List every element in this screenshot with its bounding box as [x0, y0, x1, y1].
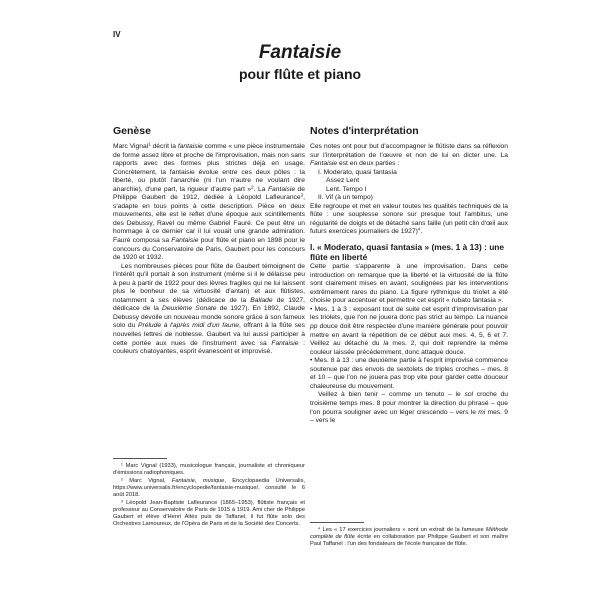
- footnote-3: ³ Léopold Jean-Baptiste Lafleurance (1865–1953), flûtiste français et professeur au Conservatoire de Paris de 1915 à 1919. Ami cher de Philippe Gaubert et élève d'Henri Altès puis de Taffanel, il fut flûte solo des Orchestres Lamoureux, de l'Opéra de Paris et de la Société des Concerts.: [113, 500, 305, 527]
- part-1: I. Moderato, quasi fantasia: [318, 168, 397, 176]
- notes-intro: Ces notes ont pour but d'accompagner le flûtiste dans sa réflexion sur l'interprétation de l'œuvre et non de lui en dicter une. La Fantaisie est en deux parties :: [310, 143, 508, 168]
- footnote-rule: [310, 522, 364, 523]
- movement-1-heading: I. « Moderato, quasi fantasia » (mes. 1 à 13) : une flûte en liberté: [310, 242, 505, 262]
- title-block: [0, 42, 600, 83]
- page-subtitle: pour flûte et piano: [238, 66, 362, 82]
- left-footnotes: [113, 458, 305, 529]
- footnote-2: ² Marc Vignal, Fantaisie, musique, Encyclopaedia Universalis, https://www.universalis.fr/encyclopedie/fantaisie-musique/, consulté le 6 août 2018.: [113, 478, 305, 498]
- footnote-rule: [113, 458, 167, 459]
- bullet-mes-1-3: • Mes. 1 à 3 : exposant tout de suite cet esprit d'improvisation par les triolets, que l'on ne jouera donc pas strict au tempo. La nuance pp douce doit être respectée d'une manière générale pour pouvoir mettre en avant la répétition de ce début aux mes. 4, 5, 6 et 7. Veillez au détaché du la mes. 2, qui doit reprendre la même couleur laissée précédemment, donc attaque douce.: [310, 305, 508, 356]
- right-footnotes: [310, 522, 508, 549]
- qualities-paragraph: Elle regroupe et met en valeur toutes les qualités techniques de la flûte : une souplesse sonore sur presque tout l'ambitus, une régularité de doigts et de détaché sans faille (un petit clin d'œil aux futurs exercices journaliers de 1927)$^4$.: [310, 202, 508, 236]
- part-1-sub-b: Lent. Tempo I: [326, 185, 367, 193]
- genese-paragraph-2: Les nombreuses pièces pour flûte de Gaubert témoignent de l'intérêt qu'il portait à son instrument (même si il le délaisse peu à peu à partir de 1922 pour des lèvres fragiles qui ne lui laissent plus le bonheur de sa virtuosité d'antan) et aux flûtistes, notamment à ses élèves (dédicace de la Ballade de 1927, dédicace de la Deuxième Sonate de 1927). En 1892, Claude Debussy dévoile un nouveau monde sonore grâce à son fameux solo du Prélude à l'après midi d'un faune, offrant à la flûte ses nouvelles lettres de noblesse. Gaubert va lui aussi participer à cette portée aux nues de l'instrument avec sa Fantaisie : couleurs chatoyantes, esprit évanescent et improvisé.: [113, 262, 306, 356]
- genese-paragraph-1: Marc Vignal$^1$ décrit la fantaisie comme « une pièce instrumentale de forme assez libre et proche de l'improvisation, mais non sans rapports avec des formes plus strictes déjà en usage. Concrètement, la fantaisie évolue entre ces deux pôles : la liberté, ou plutôt l'anarchie (ni l'un n'autre ne voulant dire anarchie), d'une part, la rigueur d'autre part »$^2$. La Fantaisie de Philippe Gaubert de 1912, dédiée à Léopold Lafleurance$^3$, s'adapte en tous points à cette description. Pièce en deux mouvements, elle est le reflet d'une époque aux scintillements des Debussy, Ravel ou même Gabriel Fauré. Ce peut être un hommage à ce dernier car il lui vouait une grande admiration. Fauré composa sa Fantaisie pour flûte et piano en 1898 pour le concours du Conservatoire de Paris, Gaubert pour les concours de 1920 et 1932.: [113, 141, 306, 262]
- notes-text: [310, 143, 508, 426]
- tenuto-paragraph: Veillez à bien tenir – comme un tenuto – le sol croche du troisième temps mes. 8 pour montrer la direction du phrasé – que l'on pourra souligner avec un léger crescendo – vers le mi mes. 9 – vers le: [310, 391, 508, 425]
- bullet-mes-8-13: • Mes. 8 à 13 : une deuxième partie à l'esprit improvisé commence soutenue par des envols de sextolets de triples croches – mes. 8 et 10 – que l'on ne jouera pas trop vite pour garder cette douceur chaleureuse du mouvement.: [310, 357, 508, 390]
- section-heading-genese: Genèse: [113, 125, 151, 137]
- page-number: IV: [113, 30, 121, 39]
- right-column: [310, 124, 508, 426]
- part-2: II. Vif (à un tempo): [318, 194, 373, 202]
- footnote-4: ⁴ Les « 17 exercices journaliers » sont un extrait de la fameuse Méthode complète de flûte écrite en collaboration par Philippe Gaubert et son maître Paul Taffanel : l'un des fondateurs de l'école française de flûte.: [310, 527, 508, 547]
- footnote-1: ¹ Marc Vignal (1933), musicologue français, journaliste et chroniqueur d'émissions radiophoniques.: [113, 463, 305, 476]
- left-column: [113, 124, 305, 357]
- page-title: Fantaisie: [258, 42, 342, 63]
- part-1-sub-a: Assez Lent: [326, 177, 360, 185]
- genese-text: [113, 143, 305, 357]
- movement-1-intro: Cette partie s'apparente à une improvisation. Dans cette introduction on remarque que la liberté et la virtuosité de la flûte sont clairement mises en avant, soulignées par les interventions extrêmement rares du piano. La figure rythmique du triolet a été choisie pour accentuer et permettre cet esprit « rubato fantasia ».: [310, 263, 508, 305]
- section-heading-notes: Notes d'interprétation: [310, 125, 419, 137]
